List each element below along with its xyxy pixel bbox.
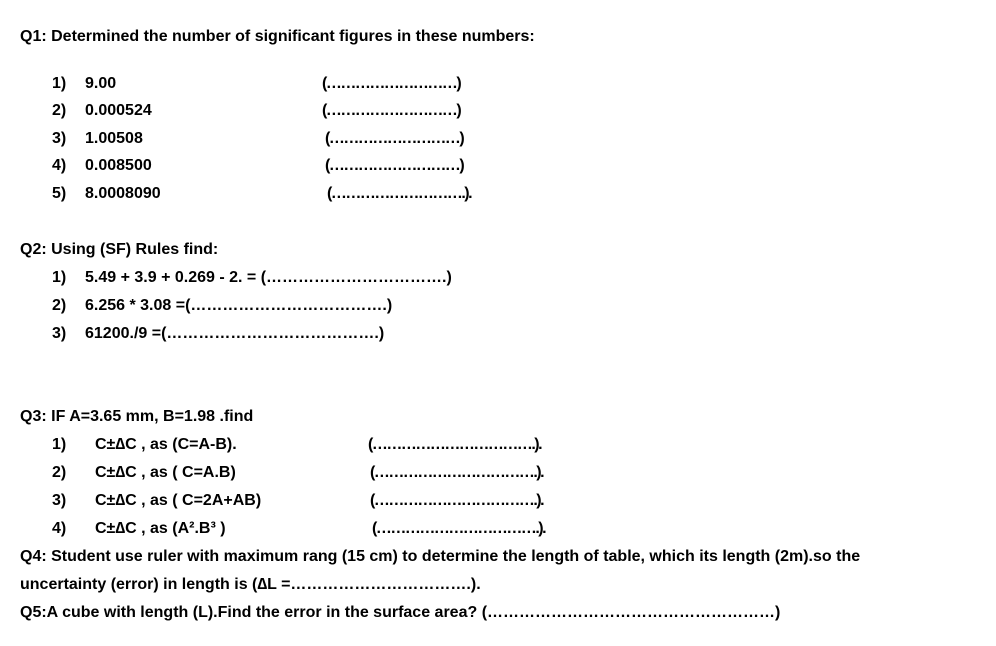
item-text: 6.256 * 3.08 =(……………………………….) <box>85 297 393 314</box>
item-text: 61200./9 =(………………………………….) <box>85 325 385 342</box>
answer-blank[interactable]: (………………………) <box>325 130 464 147</box>
answer-blank[interactable]: (……………………….). <box>327 185 472 202</box>
answer-blank[interactable]: (…………………………….). <box>370 464 544 481</box>
q5-text: Q5:A cube with length (L).Find the error in the surface area? (………………………………………………) <box>20 604 781 621</box>
answer-blank[interactable]: (…………………………….). <box>372 520 546 537</box>
q1-title: Q1: Determined the number of significant figures in these numbers: <box>20 28 535 45</box>
item-number: 3) <box>52 130 67 147</box>
item-text: 0.000524 <box>85 102 152 119</box>
item-text: 5.49 + 3.9 + 0.269 - 2. = (…………………………….) <box>85 269 452 286</box>
q4-line2: uncertainty (error) in length is (∆L =…………………………….). <box>20 576 481 593</box>
item-number: 3) <box>52 492 67 509</box>
item-number: 1) <box>52 436 67 453</box>
answer-blank[interactable]: (………………………) <box>325 157 464 174</box>
item-text: C±∆C , as (C=A-B). <box>95 436 237 453</box>
item-number: 3) <box>52 325 67 342</box>
item-number: 1) <box>52 75 67 92</box>
item-text: 1.00508 <box>85 130 143 147</box>
q2-title: Q2: Using (SF) Rules find: <box>20 241 219 258</box>
q4-line1: Q4: Student use ruler with maximum rang (15 cm) to determine the length of table, which its length (2m).so the <box>20 548 861 565</box>
q3-title: Q3: IF A=3.65 mm, B=1.98 .find <box>20 408 254 425</box>
item-text: 8.0008090 <box>85 185 161 202</box>
item-number: 4) <box>52 520 67 537</box>
answer-blank[interactable]: (…………………………….). <box>370 492 544 509</box>
item-text: C±∆C , as ( C=2A+AB) <box>95 492 262 509</box>
item-number: 5) <box>52 185 67 202</box>
item-number: 2) <box>52 464 67 481</box>
answer-blank[interactable]: (………………………) <box>322 75 461 92</box>
item-number: 1) <box>52 269 67 286</box>
item-number: 2) <box>52 297 67 314</box>
item-number: 4) <box>52 157 67 174</box>
answer-blank[interactable]: (…………………………….). <box>368 436 542 453</box>
item-text: C±∆C , as ( C=A.B) <box>95 464 236 481</box>
item-number: 2) <box>52 102 67 119</box>
item-text: 9.00 <box>85 75 117 92</box>
item-text: C±∆C , as (A².B³ ) <box>95 520 226 537</box>
item-text: 0.008500 <box>85 157 152 174</box>
answer-blank[interactable]: (………………………) <box>322 102 461 119</box>
